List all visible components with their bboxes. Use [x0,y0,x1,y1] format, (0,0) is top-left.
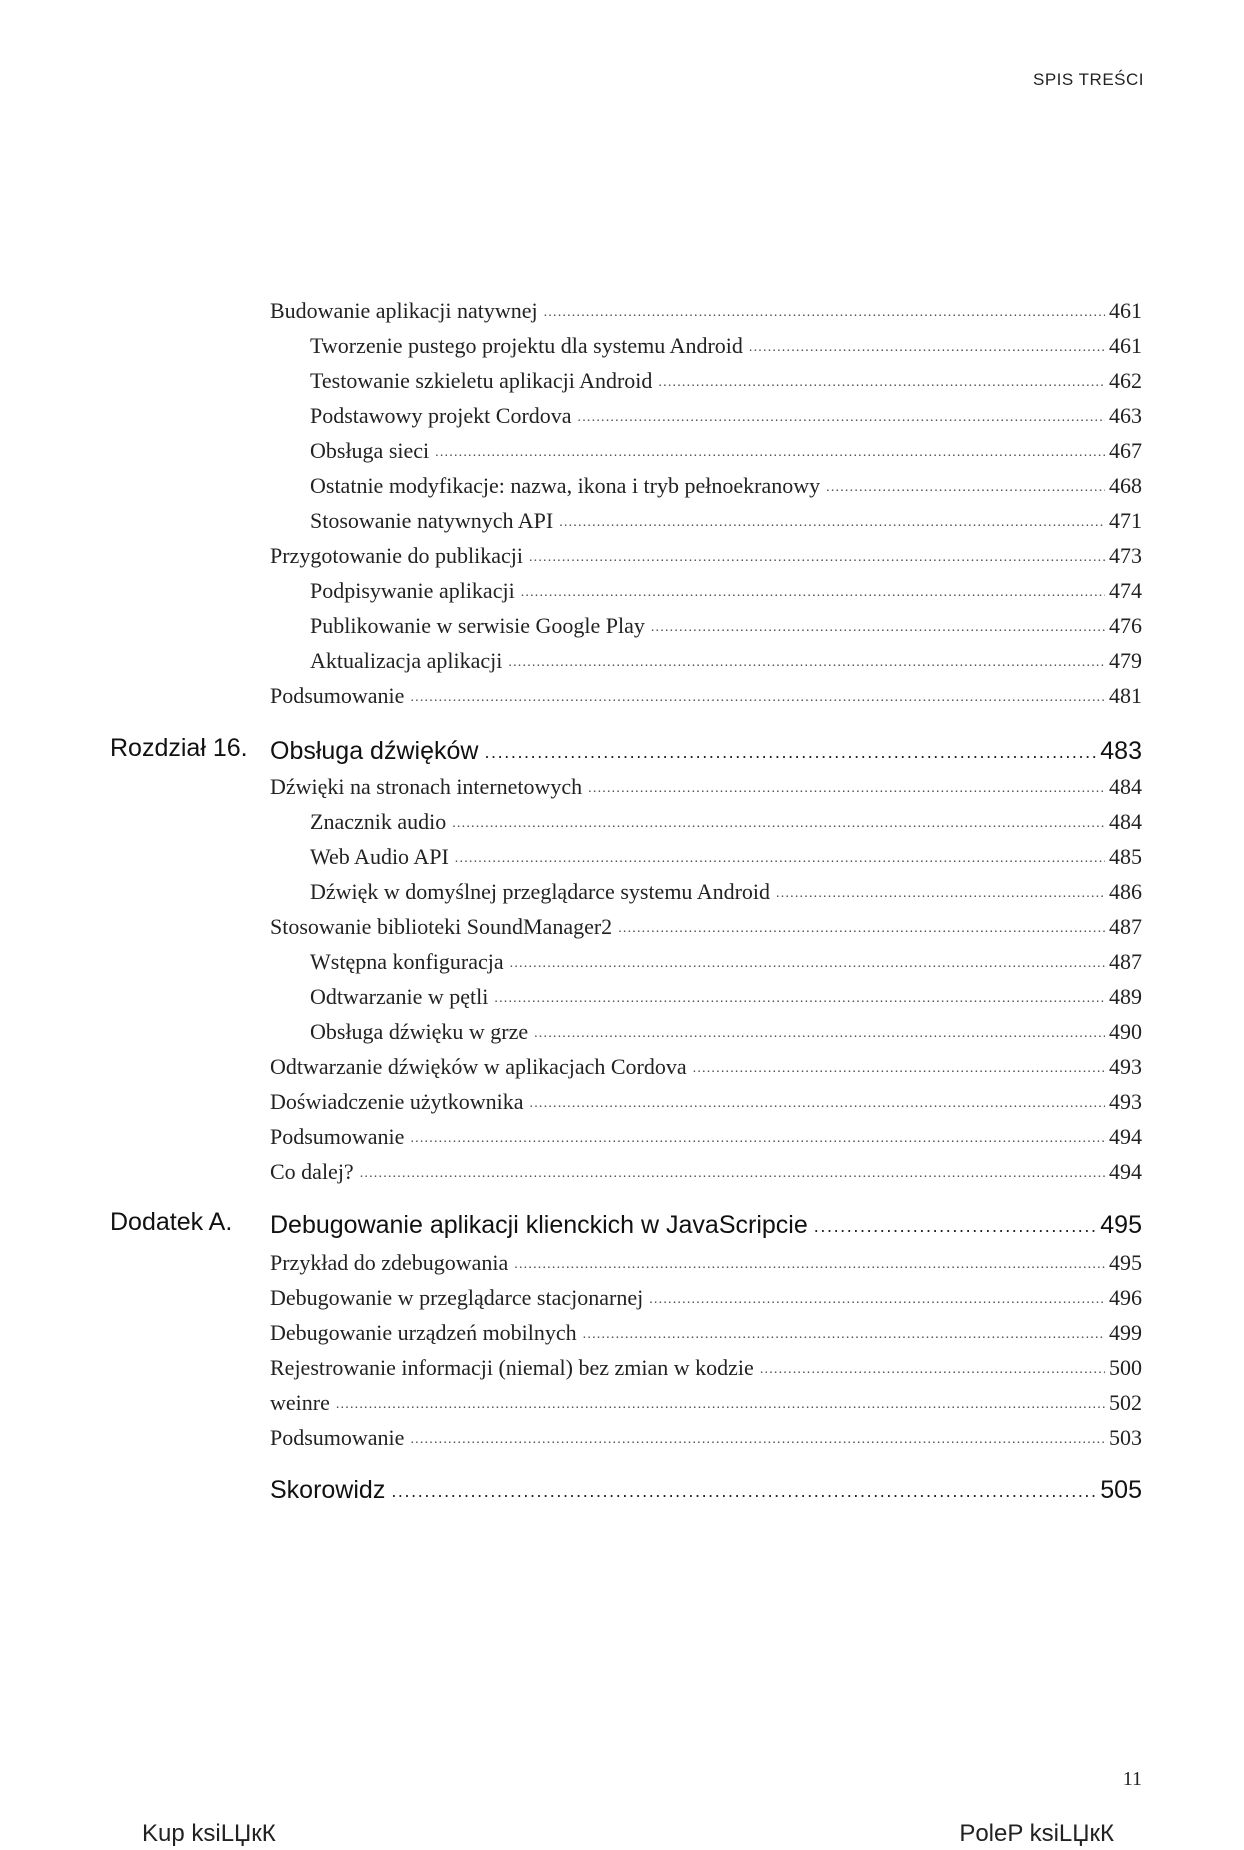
leader-dots [494,982,1105,1004]
toc-entry-title: Podpisywanie aplikacji [310,578,515,603]
toc-entry-page: 496 [1109,1285,1142,1310]
toc-entry[interactable] [270,1423,1142,1451]
chapter-title: Obsługa dźwięków [270,737,479,765]
toc-entry-page: 463 [1109,403,1142,428]
toc-entry-title: Tworzenie pustego projektu dla systemu Android [310,333,743,358]
toc-entry[interactable] [310,506,1142,534]
leader-dots [534,1017,1105,1039]
toc-entry-title: Stosowanie natywnych API [310,508,554,533]
toc-entry-page: 484 [1109,774,1142,799]
toc-entry-title: Testowanie szkieletu aplikacji Android [310,368,653,393]
leader-dots [410,681,1105,703]
appendix-entry[interactable] [270,1208,1142,1240]
toc-entry[interactable] [270,1157,1142,1185]
toc-entry-title: Znacznik audio [310,809,447,834]
leader-dots [814,1208,1097,1233]
toc-entry-title: Debugowanie urządzeń mobilnych [270,1320,577,1345]
leader-dots [588,772,1105,794]
toc-entry[interactable] [270,1388,1142,1416]
footer-recommend-link[interactable]: PoleP ksiLЏкК [959,1820,1114,1847]
toc-entry[interactable] [270,1353,1142,1381]
toc-entry[interactable] [270,772,1142,800]
toc-entry[interactable] [270,541,1142,569]
leader-dots [618,912,1105,934]
toc-entry-title: Odtwarzanie dźwięków w aplikacjach Cordova [270,1054,687,1079]
toc-entry[interactable] [270,1283,1142,1311]
chapter-entry[interactable] [270,734,1142,766]
toc-entry[interactable] [310,646,1142,674]
toc-entry[interactable] [310,842,1142,870]
leader-dots [360,1157,1105,1179]
leader-dots [529,541,1105,563]
toc-entry-title: Doświadczenie użytkownika [270,1089,524,1114]
toc-entry-title: Podstawowy projekt Cordova [310,403,572,428]
toc-entry-title: Obsługa dźwięku w grze [310,1019,529,1044]
toc-entry-page: 487 [1109,949,1142,974]
toc-entry-page: 474 [1109,578,1142,603]
toc-entry-title: Stosowanie biblioteki SoundManager2 [270,914,613,939]
toc-entry[interactable] [310,807,1142,835]
index-entry[interactable] [270,1473,1142,1505]
toc-entry-page: 503 [1109,1425,1142,1450]
toc-entry-page: 493 [1109,1089,1142,1114]
toc-entry-title: Wstępna konfiguracja [310,949,504,974]
toc-entry-title: Aktualizacja aplikacji [310,648,503,673]
appendix-label: Dodatek A. [110,1208,233,1236]
leader-dots [760,1353,1105,1375]
toc-entry[interactable] [270,1087,1142,1115]
toc-entry-page: 473 [1109,543,1142,568]
index-title: Skorowidz [270,1476,386,1504]
toc-entry-page: 489 [1109,984,1142,1009]
toc-entry-page: 476 [1109,613,1142,638]
toc-entry-title: Podsumowanie [270,1124,405,1149]
toc-entry-title: Rejestrowanie informacji (niemal) bez zmian w kodzie [270,1355,754,1380]
leader-dots [391,1473,1096,1498]
toc-entry[interactable] [270,681,1142,709]
leader-dots [583,1318,1105,1340]
toc-entry-page: 500 [1109,1355,1142,1380]
toc-entry-page: 490 [1109,1019,1142,1044]
toc-entry-title: weinre [270,1390,330,1415]
toc-entry-page: 467 [1109,438,1142,463]
toc-entry-page: 495 [1109,1250,1142,1275]
toc-entry[interactable] [270,296,1142,324]
leader-dots [749,331,1105,353]
toc-entry[interactable] [310,436,1142,464]
toc-entry[interactable] [310,982,1142,1010]
toc-entry-page: 502 [1109,1390,1142,1415]
toc-entry[interactable] [270,1052,1142,1080]
toc-entry[interactable] [310,366,1142,394]
appendix-title: Debugowanie aplikacji klienckich w JavaScripcie [270,1211,808,1239]
toc-entry-title: Obsługa sieci [310,438,430,463]
toc-entry-title: Odtwarzanie w pętli [310,984,489,1009]
leader-dots [693,1052,1105,1074]
leader-dots [452,807,1105,829]
toc-entry-title: Podsumowanie [270,683,405,708]
toc-entry-page: 499 [1109,1320,1142,1345]
toc-entry-title: Publikowanie w serwisie Google Play [310,613,645,638]
leader-dots [410,1423,1105,1445]
toc-entry[interactable] [270,1248,1142,1276]
toc-entry-page: 461 [1109,333,1142,358]
toc-entry-title: Web Audio API [310,844,449,869]
toc-entry-title: Dźwięki na stronach internetowych [270,774,583,799]
leader-dots [410,1122,1105,1144]
toc-entry-page: 487 [1109,914,1142,939]
chapter-label: Rozdział 16. [110,734,248,762]
leader-dots [826,471,1105,493]
toc-entry-title: Przygotowanie do publikacji [270,543,523,568]
leader-dots [521,576,1105,598]
leader-dots [508,646,1105,668]
toc-entry[interactable] [310,611,1142,639]
toc-entry[interactable] [310,1017,1142,1045]
appendix-page: 495 [1100,1211,1142,1239]
toc-entry[interactable] [310,947,1142,975]
leader-dots [514,1248,1105,1270]
toc-entry[interactable] [270,1318,1142,1346]
toc-entry-title: Co dalej? [270,1159,354,1184]
leader-dots [649,1283,1105,1305]
toc-entry-page: 494 [1109,1124,1142,1149]
leader-dots [455,842,1105,864]
leader-dots [435,436,1105,458]
leader-dots [510,947,1105,969]
toc-entry[interactable] [310,331,1142,359]
running-head: SPIS TREŚCI [1033,70,1144,89]
toc-entry-page: 494 [1109,1159,1142,1184]
leader-dots [578,401,1105,423]
toc-entry-page: 486 [1109,879,1142,904]
page-number: 11 [1122,1768,1142,1790]
toc-entry[interactable] [270,1122,1142,1150]
toc-entry-title: Dźwięk w domyślnej przeglądarce systemu Android [310,879,771,904]
toc-entry-title: Podsumowanie [270,1425,405,1450]
toc-entry-page: 481 [1109,683,1142,708]
toc-entry-title: Budowanie aplikacji natywnej [270,298,538,323]
toc-entry[interactable] [270,912,1142,940]
leader-dots [658,366,1105,388]
leader-dots [530,1087,1105,1109]
toc-entry-title: Debugowanie w przeglądarce stacjonarnej [270,1285,644,1310]
leader-dots [559,506,1105,528]
toc-entry-page: 485 [1109,844,1142,869]
toc-entry-page: 462 [1109,368,1142,393]
toc-entry-page: 468 [1109,473,1142,498]
leader-dots [544,296,1105,318]
leader-dots [651,611,1105,633]
leader-dots [336,1388,1105,1410]
toc-entry-page: 479 [1109,648,1142,673]
toc-entry[interactable] [310,471,1142,499]
toc-entry[interactable] [310,877,1142,905]
chapter-page: 483 [1100,737,1142,765]
toc-entry-page: 484 [1109,809,1142,834]
footer-buy-link[interactable]: Kup ksiLЏкК [142,1820,276,1847]
toc-entry-title: Przykład do zdebugowania [270,1250,509,1275]
toc-entry-title: Ostatnie modyfikacje: nazwa, ikona i tryb pełnoekranowy [310,473,821,498]
leader-dots [776,877,1105,899]
toc-entry[interactable] [310,576,1142,604]
leader-dots [484,734,1096,759]
toc-entry-page: 493 [1109,1054,1142,1079]
toc-entry-page: 461 [1109,298,1142,323]
toc-entry[interactable] [310,401,1142,429]
toc-entry-page: 471 [1109,508,1142,533]
index-page: 505 [1100,1476,1142,1504]
